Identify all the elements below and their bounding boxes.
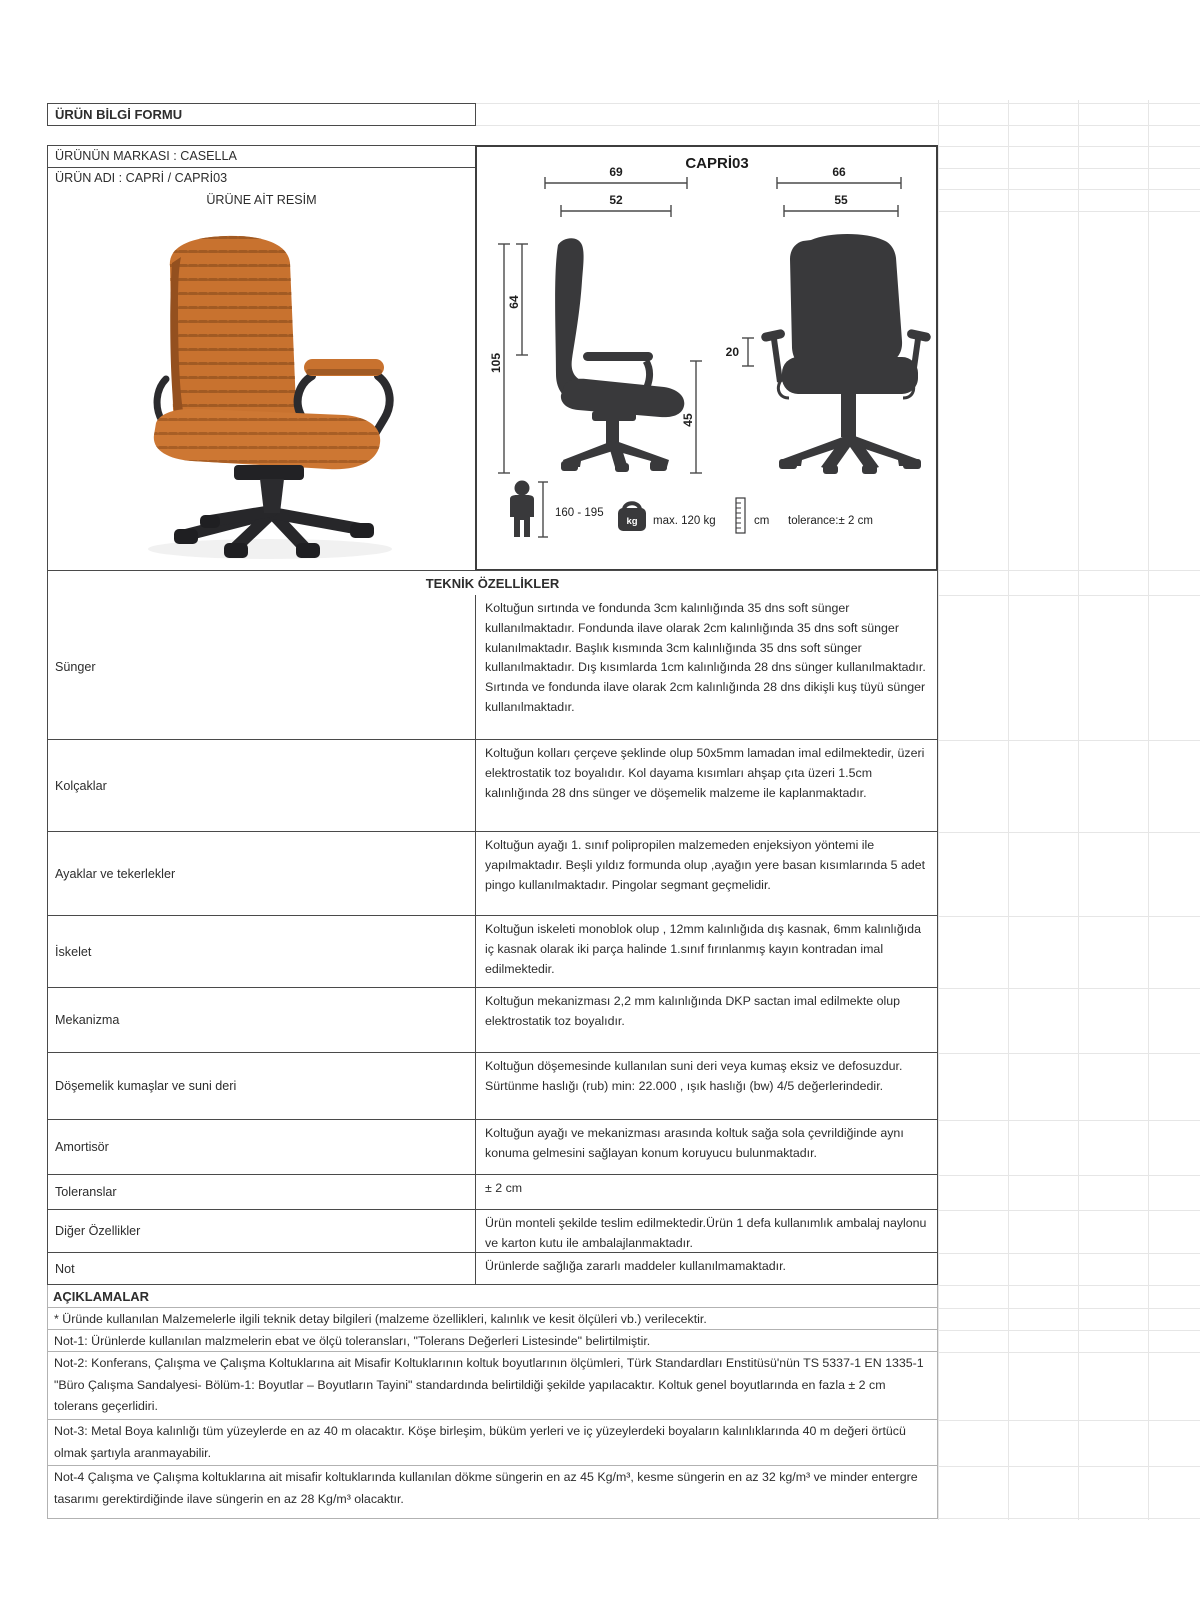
gridline (938, 211, 1200, 212)
spec-text: Koltuğun ayağı 1. sınıf polipropilen malzemeden enjeksiyon yöntemi ile yapılmaktadır. Beşli yıldız formunda olup ,ayağın yere basan kısımlarında 5 adet pingo kullanılmaktadır. Pingolar segmant geçmelidir. (485, 838, 926, 892)
spec-label: Sünger (48, 595, 476, 739)
gridline (938, 1518, 1200, 1519)
side-view-silhouette (555, 238, 684, 472)
ruler-icon (736, 498, 745, 533)
person-icon (510, 481, 534, 538)
gridline (938, 189, 1200, 190)
gridline (938, 595, 1200, 596)
unit-label: cm (754, 515, 770, 527)
gridline (1148, 100, 1149, 1520)
spec-text: Koltuğun ayağı ve mekanizması arasında koltuk sağa sola çevrildiğinde aynı konuma gelmesini sağlayan konum koruyucu bulunmaktadır. (485, 1126, 904, 1160)
dimension-drawing (477, 147, 936, 569)
dim-side-seat-width: 52 (609, 193, 623, 207)
spec-label: Amortisör (48, 1120, 476, 1174)
spec-label: Toleranslar (48, 1175, 476, 1209)
gridline (938, 1420, 1200, 1421)
note-item: Not-4 Çalışma ve Çalışma koltuklarına ait misafir koltuklarında kullanılan dökme süngerin en az 45 Kg/m³, kesme süngerin en az 32 kg/m³ ve minder entergre tasarımı gerektirdiğinde ilave süngerin en az 28 Kg/m³ olacaktır. (54, 1470, 918, 1506)
image-section-header: ÜRÜNE AİT RESİM (47, 189, 476, 212)
user-height-range: 160 - 195 (555, 507, 604, 519)
gridline (938, 740, 1200, 741)
gridline (938, 1330, 1200, 1331)
gridline (938, 1308, 1200, 1309)
note-item: * Üründe kullanılan Malzemelerle ilgili teknik detay bilgileri (malzeme özellikleri, kalınlık ve kesit ölçüleri vb.) verilecektir. (48, 1308, 937, 1330)
gridline (476, 125, 938, 126)
back-view-silhouette (760, 234, 931, 474)
dim-side-overall-width: 69 (609, 165, 623, 179)
gridline (938, 1352, 1200, 1353)
gridline (938, 570, 1200, 571)
table-row (48, 1210, 937, 1253)
gridline (938, 1466, 1200, 1467)
gridline (938, 1210, 1200, 1211)
dim-seat-height: 45 (681, 413, 695, 427)
gridline (938, 100, 939, 1520)
dim-back-height: 64 (507, 295, 521, 309)
spec-label: Diğer Özellikler (48, 1210, 476, 1252)
dim-back-seat-width: 55 (834, 193, 848, 207)
gridline (938, 1053, 1200, 1054)
note-item: Not-3: Metal Boya kalınlığı tüm yüzeylerde en az 40 m olacaktır. Köşe birleşim, büküm yerleri ve iç yüzeylerdeki boyaların kalınlıklarında 40 m değeri örtücü olmak şartıyla aranmayabilir. (48, 1420, 937, 1466)
table-row (48, 832, 937, 916)
gridline (938, 103, 1200, 104)
spec-text: ± 2 cm (485, 1181, 523, 1195)
seat (154, 409, 380, 469)
note-item: Not-2: Konferans, Çalışma ve Çalışma Koltuklarına ait Misafir Koltuklarının koltuk boyutlarının ölçümleri, Türk Standardları Enstitüsü'nün TS 5337-1 EN 1335-1 "Büro Çalışma Sandalyesi- Bölüm-1: Boyutlar – Boyutların Tayini" standardında belirtildiği şekilde yapılacaktır. Koltuk genel boyutlarında en fazla ± 2 cm tolerans geçerlidiri. (48, 1352, 937, 1420)
table-row (48, 595, 937, 740)
table-row (48, 916, 937, 988)
table-row (48, 1175, 937, 1210)
spec-text: Koltuğun sırtında ve fondunda 3cm kalınlığında 35 dns soft sünger kullanılmaktadır. Fondunda ilave olarak 2cm kalınlığında 35 dns soft sünger kulanılmaktadır. Başlık kısmında 3cm kalınlığında 35 dns soft sünger kullanılmaktadır. Dış kısımlarda 1cm kalınlığında 28 dns sünger kullanılmaktadır. Sırtında ve fondunda ilave olarak 2cm kalınlığında 28 dns dikişli kuş tüyü sünger kullanılmaktadır. (485, 601, 926, 714)
backrest (170, 236, 296, 431)
spec-label: Ayaklar ve tekerlekler (48, 832, 476, 915)
gridline (1008, 100, 1009, 1520)
spec-label: İskelet (48, 916, 476, 987)
spec-text: Koltuğun döşemesinde kullanılan suni deri veya kumaş eksiz ve defosuzdur. Sürtünme haslığı (rub) min: 22.000 , ışık haslığı (bw) 4/5 değerlerindedir. (485, 1059, 903, 1093)
gridline (938, 916, 1200, 917)
max-weight-label: max. 120 kg (653, 515, 716, 527)
product-photo (48, 211, 475, 568)
table-row (48, 1053, 937, 1120)
gridline (476, 103, 938, 104)
dim-arm-height: 20 (725, 345, 739, 359)
gridline (938, 1120, 1200, 1121)
dim-overall-height: 105 (489, 352, 503, 374)
brand-row: ÜRÜNÜN MARKASI : CASELLA (47, 145, 476, 168)
spec-text: Koltuğun kolları çerçeve şeklinde olup 50x5mm lamadan imal edilmektedir, üzeri elektrostatik toz boyalıdır. Kol dayama kısımları ahşap çıta üzeri 1.5cm kalınlığında 28 dns sünger ve döşemelik malzeme ile kaplanmaktadır. (485, 746, 925, 800)
model-label: CAPRİ03 (685, 155, 749, 172)
dimension-diagram (475, 145, 938, 571)
gridline (938, 168, 1200, 169)
table-row (48, 1120, 937, 1175)
table-row (48, 988, 937, 1053)
spec-label: Döşemelik kumaşlar ve suni deri (48, 1053, 476, 1119)
spec-text: Ürün monteli şekilde teslim edilmektedir.Ürün 1 defa kullanımlık ambalaj naylonu ve karton kutu ile ambalajlanmaktadır. (485, 1216, 927, 1250)
table-row (48, 740, 937, 832)
spec-label: Kolçaklar (48, 740, 476, 831)
mechanism (234, 465, 304, 480)
product-name-row: ÜRÜN ADI : CAPRİ / CAPRİ03 (47, 167, 476, 190)
weight-icon-label: kg (626, 516, 638, 527)
form-title: ÜRÜN BİLGİ FORMU (47, 103, 476, 126)
dim-back-overall-width: 66 (832, 165, 846, 179)
specs-table (47, 595, 938, 1285)
spec-text: Koltuğun mekanizması 2,2 mm kalınlığında DKP sactan imal edilmekte olup elektrostatik toz boyalıdır. (485, 994, 901, 1028)
weight-icon (618, 503, 646, 531)
gridline (938, 1253, 1200, 1254)
gridline (938, 146, 1200, 147)
gridline (1078, 100, 1079, 1520)
tolerance-label: tolerance:± 2 cm (788, 515, 873, 527)
table-row (48, 1253, 937, 1285)
spec-label: Mekanizma (48, 988, 476, 1052)
gridline (938, 1285, 1200, 1286)
spec-text: Koltuğun iskeleti monoblok olup , 12mm kalınlığıda dış kasnak, 6mm kalınlığıda iç kasnak olarak iki parça halinde 1.sınıf fırınlanmış kayın kontradan imal edilmektedir. (485, 922, 921, 976)
note-item: Not-1: Ürünlerde kullanılan malzmelerin ebat ve ölçü toleransları, "Tolerans Değerleri Listesinde" belirtilmiştir. (48, 1330, 937, 1352)
notes-header: AÇIKLAMALAR (48, 1285, 937, 1308)
gridline (938, 1175, 1200, 1176)
specs-header: TEKNİK ÖZELLİKLER (47, 570, 938, 596)
notes-section (47, 1285, 938, 1519)
gas-lift (260, 479, 284, 513)
spec-text: Ürünlerde sağlığa zararlı maddeler kullanılmamaktadır. (485, 1259, 786, 1273)
product-photo-cell (47, 211, 476, 570)
gridline (938, 125, 1200, 126)
gridline (938, 832, 1200, 833)
gridline (938, 988, 1200, 989)
spec-label: Not (48, 1253, 476, 1284)
